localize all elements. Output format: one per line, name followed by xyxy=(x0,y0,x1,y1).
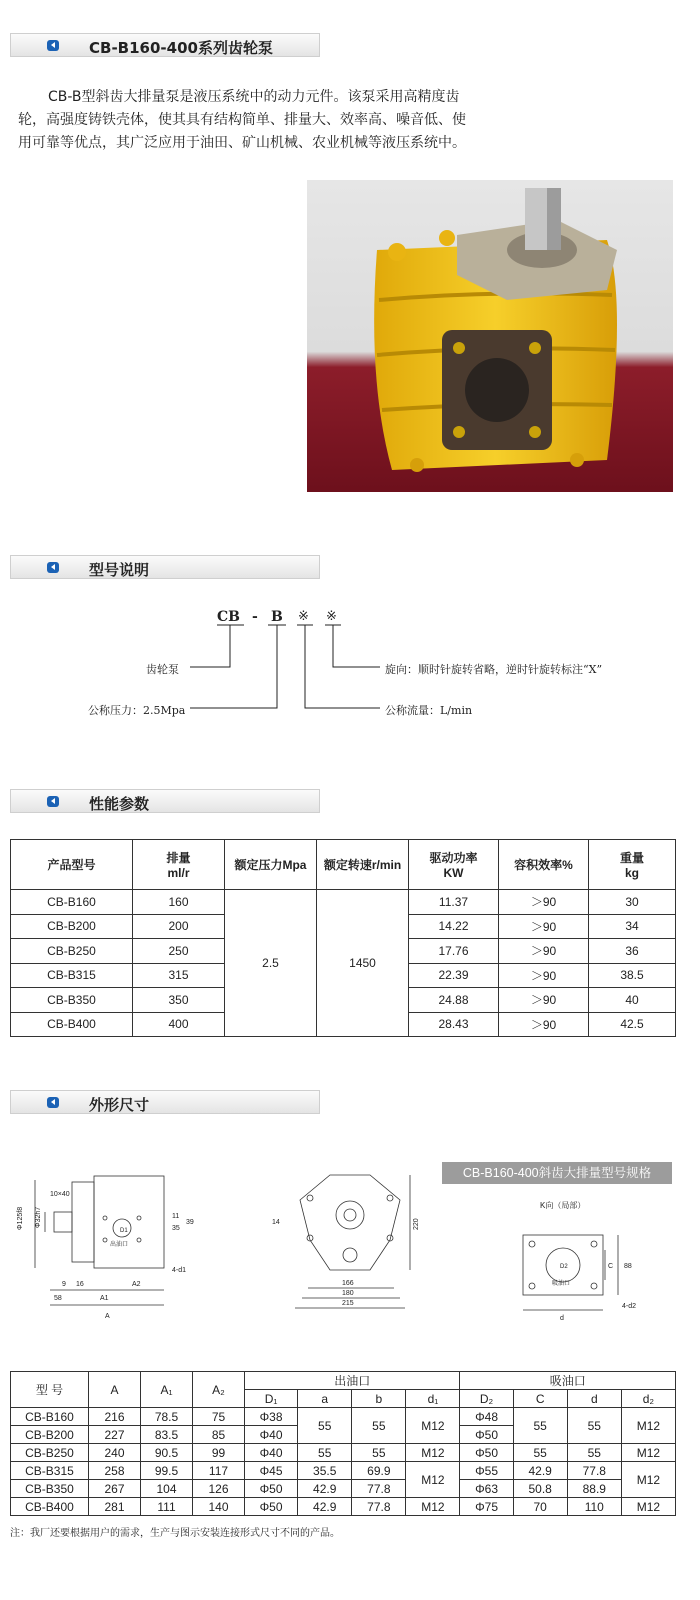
drawing-spec-tag: CB-B160-400斜齿大排量型号规格 xyxy=(442,1162,672,1184)
col-displacement: 排量 ml/r xyxy=(133,840,225,890)
table-row xyxy=(11,1408,676,1426)
svg-text:d: d xyxy=(560,1315,564,1322)
section-header-dimensions xyxy=(10,1090,320,1114)
cell-power: 17.76 xyxy=(409,939,499,964)
cell-disp: 400 xyxy=(133,1012,225,1037)
dimension-table xyxy=(10,1371,676,1516)
svg-text:39: 39 xyxy=(186,1219,194,1226)
cell-d2-dia: Φ75 xyxy=(460,1498,513,1516)
col-model: 产品型号 xyxy=(11,840,133,890)
cell-d1-dia: Φ50 xyxy=(245,1498,298,1516)
cell-power: 24.88 xyxy=(409,988,499,1013)
col-d1-dia: D₁ xyxy=(245,1390,298,1408)
cell-model: CB-B400 xyxy=(11,1498,89,1516)
cell-d2: M12 xyxy=(621,1498,675,1516)
svg-text:Φ125f8: Φ125f8 xyxy=(17,1206,24,1230)
code-mark-2: ※ xyxy=(326,609,337,624)
table-row xyxy=(11,1462,676,1480)
table-row xyxy=(11,1498,676,1516)
cell-d2-dia: Φ55 xyxy=(460,1462,513,1480)
cell-a1: 104 xyxy=(141,1480,193,1498)
section-title: 外形尺寸 xyxy=(89,1096,150,1114)
svg-text:A: A xyxy=(105,1313,110,1320)
svg-text:D1: D1 xyxy=(120,1228,128,1234)
cell-model: CB-B400 xyxy=(11,1012,133,1037)
section-header-performance xyxy=(10,789,320,813)
arrow-bullet-icon xyxy=(47,40,59,51)
cell-d: 110 xyxy=(567,1498,621,1516)
cell-d2-dia: Φ50 xyxy=(460,1444,513,1462)
cell-b: 77.8 xyxy=(352,1498,406,1516)
cell-d1: M12 xyxy=(406,1462,460,1498)
cell-d2: M12 xyxy=(621,1408,675,1444)
cell-model: CB-B200 xyxy=(11,914,133,939)
label-pressure: 公称压力：2.5Mpa xyxy=(88,704,186,717)
cell-c: 55 xyxy=(513,1408,567,1444)
cell-a2: 99 xyxy=(193,1444,245,1462)
model-naming-diagram xyxy=(80,605,640,715)
cell-c: 50.8 xyxy=(513,1480,567,1498)
cell-a-total: 240 xyxy=(89,1444,141,1462)
cell-d2: M12 xyxy=(621,1444,675,1462)
col-a-total: A xyxy=(89,1372,141,1408)
cell-a2: 85 xyxy=(193,1426,245,1444)
table-row xyxy=(11,890,676,915)
col-b: b xyxy=(352,1390,406,1408)
cell-a: 42.9 xyxy=(298,1498,352,1516)
cell-a: 35.5 xyxy=(298,1462,352,1480)
cell-a-total: 267 xyxy=(89,1480,141,1498)
cell-a2: 75 xyxy=(193,1408,245,1426)
cell-d1-dia: Φ38 xyxy=(245,1408,298,1426)
group-inlet: 吸油口 xyxy=(460,1372,676,1390)
cell-a-total: 227 xyxy=(89,1426,141,1444)
cell-model: CB-B315 xyxy=(11,1462,89,1480)
svg-text:220: 220 xyxy=(413,1218,420,1230)
cell-weight: 34 xyxy=(589,914,676,939)
cell-a: 55 xyxy=(298,1444,352,1462)
cell-a1: 78.5 xyxy=(141,1408,193,1426)
col-a: a xyxy=(298,1390,352,1408)
cell-model: CB-B350 xyxy=(11,988,133,1013)
code-cb: CB xyxy=(217,609,240,625)
pump-photo xyxy=(307,180,673,492)
cell-eff: ＞90 xyxy=(499,988,589,1013)
col-d1: d₁ xyxy=(406,1390,460,1408)
cell-weight: 30 xyxy=(589,890,676,915)
label-flow: 公称流量：L/min xyxy=(385,704,473,717)
svg-text:14: 14 xyxy=(272,1219,280,1226)
cell-model: CB-B250 xyxy=(11,1444,89,1462)
cell-b: 77.8 xyxy=(352,1480,406,1498)
cell-model: CB-B315 xyxy=(11,963,133,988)
cell-power: 11.37 xyxy=(409,890,499,915)
k-view-drawing xyxy=(523,1235,618,1310)
cell-d1-dia: Φ50 xyxy=(245,1480,298,1498)
svg-text:180: 180 xyxy=(342,1290,354,1297)
cell-c: 70 xyxy=(513,1498,567,1516)
cell-a: 42.9 xyxy=(298,1480,352,1498)
svg-text:出油口: 出油口 xyxy=(110,1242,129,1248)
cell-model: CB-B250 xyxy=(11,939,133,964)
cell-a-total: 281 xyxy=(89,1498,141,1516)
intro-paragraph: CB-B型斜齿大排量泵是液压系统中的动力元件。该泵采用高精度齿轮，高强度铸铁壳体，使其具有结构简单、排量大、效率高、噪音低、使用可靠等优点，其广泛应用于油田、矿山机械、农业机械等液压系统中。 xyxy=(18,89,466,151)
cell-eff: ＞90 xyxy=(499,963,589,988)
label-rotation: 旋向：顺时针旋转省略，逆时针旋转标注“X” xyxy=(385,663,603,676)
svg-text:166: 166 xyxy=(342,1280,354,1287)
svg-text:Φ32h7: Φ32h7 xyxy=(35,1206,42,1228)
label-pump: 齿轮泵 xyxy=(146,663,179,676)
svg-text:88: 88 xyxy=(624,1263,632,1270)
cell-b: 55 xyxy=(352,1408,406,1444)
col-weight: 重量 kg xyxy=(589,840,676,890)
svg-text:215: 215 xyxy=(342,1300,354,1307)
cell-d: 55 xyxy=(567,1408,621,1444)
cell-eff: ＞90 xyxy=(499,890,589,915)
section-title: 性能参数 xyxy=(89,795,150,813)
svg-text:16: 16 xyxy=(76,1281,84,1288)
cell-a-total: 258 xyxy=(89,1462,141,1480)
section-header-product xyxy=(10,33,320,57)
cell-model: CB-B160 xyxy=(11,890,133,915)
cell-d2: M12 xyxy=(621,1462,675,1498)
cell-eff: ＞90 xyxy=(499,914,589,939)
cell-c: 42.9 xyxy=(513,1462,567,1480)
svg-text:D2: D2 xyxy=(560,1264,568,1270)
col-d: d xyxy=(567,1390,621,1408)
cell-a1: 99.5 xyxy=(141,1462,193,1480)
footnote: 注：我厂还要根据用户的需求，生产与图示安装连接形式尺寸不同的产品。 xyxy=(10,1528,340,1539)
cell-disp: 250 xyxy=(133,939,225,964)
col-pressure: 额定压力Mpa xyxy=(225,840,317,890)
cell-a2: 126 xyxy=(193,1480,245,1498)
col-d2: d₂ xyxy=(621,1390,675,1408)
arrow-bullet-icon xyxy=(47,562,59,573)
arrow-bullet-icon xyxy=(47,796,59,807)
cell-c: 55 xyxy=(513,1444,567,1462)
svg-text:10×40: 10×40 xyxy=(50,1191,70,1198)
cell-eff: ＞90 xyxy=(499,1012,589,1037)
section-title: 型号说明 xyxy=(89,561,150,579)
cell-a1: 111 xyxy=(141,1498,193,1516)
svg-text:11: 11 xyxy=(172,1213,180,1220)
cell-weight: 42.5 xyxy=(589,1012,676,1037)
cell-a2: 117 xyxy=(193,1462,245,1480)
table-row xyxy=(11,1480,676,1498)
cell-disp: 160 xyxy=(133,890,225,915)
table-header-row xyxy=(11,1372,676,1390)
col-a2: A₂ xyxy=(193,1372,245,1408)
cell-weight: 40 xyxy=(589,988,676,1013)
svg-text:吸油口: 吸油口 xyxy=(552,1281,571,1287)
cell-model: CB-B350 xyxy=(11,1480,89,1498)
cell-a1: 83.5 xyxy=(141,1426,193,1444)
code-dash: - xyxy=(252,609,258,625)
cell-d: 88.9 xyxy=(567,1480,621,1498)
col-c: C xyxy=(513,1390,567,1408)
cell-a-total: 216 xyxy=(89,1408,141,1426)
dimension-drawings xyxy=(10,1160,676,1340)
cell-d1: M12 xyxy=(406,1498,460,1516)
cell-a2: 140 xyxy=(193,1498,245,1516)
col-model: 型 号 xyxy=(11,1372,89,1408)
code-mark-1: ※ xyxy=(298,609,309,624)
svg-text:C: C xyxy=(608,1263,614,1270)
cell-a: 55 xyxy=(298,1408,352,1444)
cell-weight: 38.5 xyxy=(589,963,676,988)
cell-d1: M12 xyxy=(406,1444,460,1462)
front-view-drawing xyxy=(295,1175,410,1308)
cell-weight: 36 xyxy=(589,939,676,964)
cell-d2-dia: Φ48 xyxy=(460,1408,513,1426)
col-a1: A₁ xyxy=(141,1372,193,1408)
arrow-bullet-icon xyxy=(47,1097,59,1108)
col-power: 驱动功率 KW xyxy=(409,840,499,890)
cell-a1: 90.5 xyxy=(141,1444,193,1462)
cell-power: 22.39 xyxy=(409,963,499,988)
svg-text:4-d2: 4-d2 xyxy=(622,1303,637,1310)
table-header-row xyxy=(11,840,676,890)
col-efficiency: 容积效率% xyxy=(499,840,589,890)
cell-pressure: 2.5 xyxy=(225,890,317,1037)
cell-eff: ＞90 xyxy=(499,939,589,964)
cell-disp: 200 xyxy=(133,914,225,939)
svg-text:58: 58 xyxy=(54,1295,62,1302)
cell-d2-dia: Φ63 xyxy=(460,1480,513,1498)
drawing-labels xyxy=(17,1191,636,1322)
cell-d2-dia: Φ50 xyxy=(460,1426,513,1444)
cell-power: 14.22 xyxy=(409,914,499,939)
svg-text:9: 9 xyxy=(62,1281,66,1288)
cell-model: CB-B200 xyxy=(11,1426,89,1444)
cell-speed: 1450 xyxy=(317,890,409,1037)
code-b: B xyxy=(271,609,283,625)
svg-text:A2: A2 xyxy=(132,1281,141,1288)
svg-text:K向（局部）: K向（局部） xyxy=(540,1201,586,1210)
table-row xyxy=(11,1444,676,1462)
cell-d1-dia: Φ45 xyxy=(245,1462,298,1480)
cell-d1-dia: Φ40 xyxy=(245,1444,298,1462)
svg-text:4-d1: 4-d1 xyxy=(172,1267,187,1274)
cell-disp: 315 xyxy=(133,963,225,988)
svg-text:A1: A1 xyxy=(100,1295,109,1302)
cell-b: 55 xyxy=(352,1444,406,1462)
group-outlet: 出油口 xyxy=(245,1372,460,1390)
col-speed: 额定转速r/min xyxy=(317,840,409,890)
cell-b: 69.9 xyxy=(352,1462,406,1480)
cell-d: 55 xyxy=(567,1444,621,1462)
cell-d1: M12 xyxy=(406,1408,460,1444)
cell-power: 28.43 xyxy=(409,1012,499,1037)
cell-d1-dia: Φ40 xyxy=(245,1426,298,1444)
performance-table xyxy=(10,839,676,1037)
cell-model: CB-B160 xyxy=(11,1408,89,1426)
col-d2-dia: D₂ xyxy=(460,1390,513,1408)
section-title: CB-B160-400系列齿轮泵 xyxy=(89,39,273,57)
cell-disp: 350 xyxy=(133,988,225,1013)
svg-text:35: 35 xyxy=(172,1225,180,1232)
cell-d: 77.8 xyxy=(567,1462,621,1480)
section-header-naming xyxy=(10,555,320,579)
